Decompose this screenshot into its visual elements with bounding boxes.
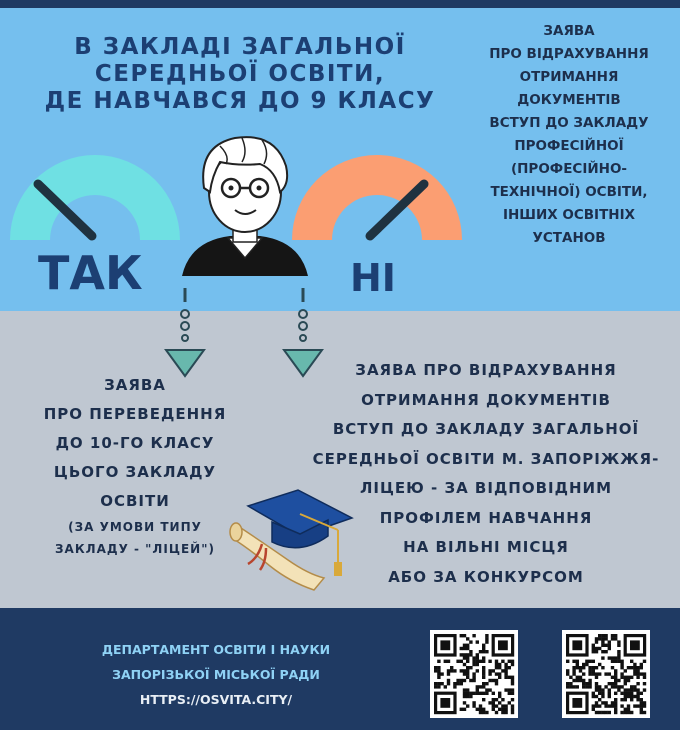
footer-info — [66, 637, 366, 712]
no-label: НІ — [350, 256, 396, 300]
statement-line: ДОКУМЕНТІВ — [517, 92, 621, 108]
statement-line: ВСТУП ДО ЗАКЛАДУ — [489, 115, 649, 131]
statement-line: ПРО ПЕРЕВЕДЕННЯ — [43, 405, 227, 423]
yes-label: ТАК — [38, 246, 143, 300]
right-statement — [462, 20, 676, 250]
statement-line: ПРОФІЛЕМ НАВЧАННЯ — [379, 508, 593, 527]
gauge-yes-icon — [0, 150, 190, 250]
statement-line: ОТРИМАННЯ ДОКУМЕНТІВ — [361, 390, 611, 409]
statement-line: УСТАНОВ — [532, 230, 606, 246]
statement-line: ЛІЦЕЮ - ЗА ВІДПОВІДНИМ — [359, 479, 613, 497]
headline-line: В ЗАКЛАДІ ЗАГАЛЬНОЇ — [74, 34, 406, 60]
statement-line: СЕРЕДНЬОЇ ОСВІТИ М. ЗАПОРІЖЖЯ- — [312, 449, 660, 468]
department-name: ДЕПАРТАМЕНТ ОСВІТИ І НАУКИ — [101, 642, 331, 657]
statement-line: ОСВІТИ — [100, 492, 170, 510]
statement-line: НА ВІЛЬНІ МІСЦЯ — [403, 538, 569, 556]
statement-line: АБО ЗА КОНКУРСОМ — [388, 567, 584, 586]
student-avatar-icon — [180, 126, 310, 286]
gauge-no-icon — [282, 150, 472, 250]
yes-statement — [10, 371, 260, 560]
statement-line: ДО 10-ГО КЛАСУ — [55, 434, 215, 452]
arrow-down-icon — [160, 284, 210, 384]
qr-code-icon[interactable] — [430, 630, 518, 718]
qr-code-graphic — [562, 630, 650, 718]
statement-line: ПРОФЕСІЙНОЇ — [514, 138, 624, 154]
statement-line: (ПРОФЕСІЙНО- — [510, 161, 628, 177]
statement-line: ЦЬОГО ЗАКЛАДУ — [53, 463, 217, 481]
headline-line: ДЕ НАВЧАВСЯ ДО 9 КЛАСУ — [44, 88, 436, 114]
statement-line: ТЕХНІЧНОЇ) ОСВІТИ, — [490, 184, 648, 200]
headline — [20, 34, 460, 115]
qr-code-icon[interactable] — [562, 630, 650, 718]
statement-line: ВСТУП ДО ЗАКЛАДУ ЗАГАЛЬНОЇ — [332, 420, 640, 438]
qr-code-graphic — [430, 630, 518, 718]
statement-line: ІНШИХ ОСВІТНІХ — [502, 207, 636, 223]
graduation-cap-icon — [228, 486, 358, 596]
statement-note: ЗАКЛАДУ - "ЛІЦЕЙ") — [55, 542, 215, 556]
statement-line: ЗАЯВА — [543, 23, 595, 39]
website-link[interactable]: HTTPS://OSVITA.CITY/ — [139, 692, 293, 707]
statement-line: ЗАЯВА ПРО ВІДРАХУВАННЯ — [355, 361, 617, 379]
headline-line: СЕРЕДНЬОЇ ОСВІТИ, — [94, 61, 386, 87]
department-name: ЗАПОРІЗЬКОЇ МІСЬКОЇ РАДИ — [112, 667, 320, 682]
statement-line: ПРО ВІДРАХУВАННЯ — [489, 46, 649, 62]
statement-note: (ЗА УМОВИ ТИПУ — [68, 520, 202, 534]
statement-line: ОТРИМАННЯ — [519, 69, 619, 85]
statement-line: ЗАЯВА — [104, 376, 166, 394]
